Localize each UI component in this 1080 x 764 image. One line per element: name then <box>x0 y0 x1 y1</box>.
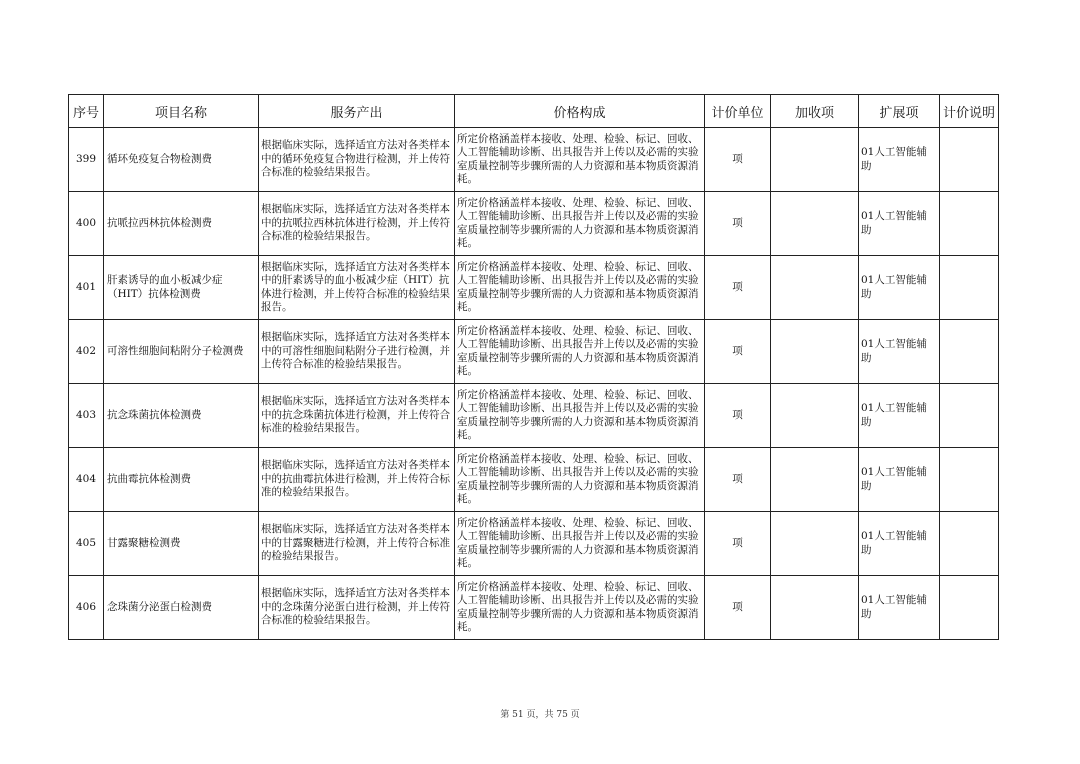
table-row <box>69 256 999 320</box>
row-extension: 01人工智能辅助 <box>859 384 940 448</box>
row-service-output: 根据临床实际，选择适宜方法对各类样本中的抗哌拉西林抗体进行检测，并上传符合标准的检验结果报告。 <box>259 192 455 256</box>
row-pricing-unit: 项 <box>705 128 771 192</box>
table-row <box>69 448 999 512</box>
row-pricing-unit: 项 <box>705 576 771 640</box>
row-seq: 406 <box>69 576 104 640</box>
row-seq: 399 <box>69 128 104 192</box>
row-extension: 01人工智能辅助 <box>859 576 940 640</box>
row-pricing-note <box>940 448 999 512</box>
row-surcharge <box>771 128 859 192</box>
row-extension: 01人工智能辅助 <box>859 192 940 256</box>
table-header <box>69 95 999 128</box>
row-pricing-note <box>940 320 999 384</box>
row-seq: 402 <box>69 320 104 384</box>
table-row <box>69 320 999 384</box>
row-surcharge <box>771 320 859 384</box>
row-price-composition: 所定价格涵盖样本接收、处理、检验、标记、回收、人工智能辅助诊断、出具报告并上传以及必需的实验室质量控制等步骤所需的人力资源和基本物质资源消耗。 <box>455 256 705 320</box>
row-pricing-note <box>940 576 999 640</box>
row-extension: 01人工智能辅助 <box>859 256 940 320</box>
table-row <box>69 192 999 256</box>
row-item-name: 甘露聚糖检测费 <box>104 512 259 576</box>
row-service-output: 根据临床实际，选择适宜方法对各类样本中的抗曲霉抗体进行检测，并上传符合标准的检验结果报告。 <box>259 448 455 512</box>
row-surcharge <box>771 448 859 512</box>
row-seq: 403 <box>69 384 104 448</box>
row-item-name: 肝素诱导的血小板减少症（HIT）抗体检测费 <box>104 256 259 320</box>
header-item-name: 项目名称 <box>104 95 259 128</box>
pricing-table <box>68 94 999 640</box>
table-row <box>69 512 999 576</box>
row-surcharge <box>771 256 859 320</box>
row-item-name: 念珠菌分泌蛋白检测费 <box>104 576 259 640</box>
row-pricing-note <box>940 384 999 448</box>
row-item-name: 抗念珠菌抗体检测费 <box>104 384 259 448</box>
row-item-name: 循环免疫复合物检测费 <box>104 128 259 192</box>
row-pricing-note <box>940 512 999 576</box>
row-item-name: 可溶性细胞间粘附分子检测费 <box>104 320 259 384</box>
row-pricing-unit: 项 <box>705 384 771 448</box>
row-item-name: 抗曲霉抗体检测费 <box>104 448 259 512</box>
row-surcharge <box>771 384 859 448</box>
row-pricing-unit: 项 <box>705 192 771 256</box>
row-item-name: 抗哌拉西林抗体检测费 <box>104 192 259 256</box>
header-price-composition: 价格构成 <box>455 95 705 128</box>
row-pricing-unit: 项 <box>705 448 771 512</box>
row-seq: 404 <box>69 448 104 512</box>
table-row <box>69 384 999 448</box>
row-price-composition: 所定价格涵盖样本接收、处理、检验、标记、回收、人工智能辅助诊断、出具报告并上传以及必需的实验室质量控制等步骤所需的人力资源和基本物质资源消耗。 <box>455 448 705 512</box>
row-seq: 401 <box>69 256 104 320</box>
row-service-output: 根据临床实际，选择适宜方法对各类样本中的甘露聚糖进行检测，并上传符合标准的检验结果报告。 <box>259 512 455 576</box>
row-extension: 01人工智能辅助 <box>859 320 940 384</box>
row-seq: 405 <box>69 512 104 576</box>
row-service-output: 根据临床实际，选择适宜方法对各类样本中的念珠菌分泌蛋白进行检测，并上传符合标准的检验结果报告。 <box>259 576 455 640</box>
row-price-composition: 所定价格涵盖样本接收、处理、检验、标记、回收、人工智能辅助诊断、出具报告并上传以及必需的实验室质量控制等步骤所需的人力资源和基本物质资源消耗。 <box>455 320 705 384</box>
row-surcharge <box>771 512 859 576</box>
row-price-composition: 所定价格涵盖样本接收、处理、检验、标记、回收、人工智能辅助诊断、出具报告并上传以及必需的实验室质量控制等步骤所需的人力资源和基本物质资源消耗。 <box>455 192 705 256</box>
row-price-composition: 所定价格涵盖样本接收、处理、检验、标记、回收、人工智能辅助诊断、出具报告并上传以及必需的实验室质量控制等步骤所需的人力资源和基本物质资源消耗。 <box>455 576 705 640</box>
row-pricing-unit: 项 <box>705 320 771 384</box>
row-service-output: 根据临床实际，选择适宜方法对各类样本中的抗念珠菌抗体进行检测，并上传符合标准的检验结果报告。 <box>259 384 455 448</box>
row-extension: 01人工智能辅助 <box>859 512 940 576</box>
header-surcharge: 加收项 <box>771 95 859 128</box>
row-price-composition: 所定价格涵盖样本接收、处理、检验、标记、回收、人工智能辅助诊断、出具报告并上传以及必需的实验室质量控制等步骤所需的人力资源和基本物质资源消耗。 <box>455 512 705 576</box>
header-service-output: 服务产出 <box>259 95 455 128</box>
header-extension: 扩展项 <box>859 95 940 128</box>
row-service-output: 根据临床实际，选择适宜方法对各类样本中的肝素诱导的血小板减少症（HIT）抗体进行检测，并上传符合标准的检验结果报告。 <box>259 256 455 320</box>
header-seq: 序号 <box>69 95 104 128</box>
table-body <box>69 128 999 640</box>
row-pricing-unit: 项 <box>705 512 771 576</box>
page-number-footer: 第 51 页，共 75 页 <box>500 710 580 720</box>
row-seq: 400 <box>69 192 104 256</box>
row-price-composition: 所定价格涵盖样本接收、处理、检验、标记、回收、人工智能辅助诊断、出具报告并上传以及必需的实验室质量控制等步骤所需的人力资源和基本物质资源消耗。 <box>455 384 705 448</box>
row-service-output: 根据临床实际，选择适宜方法对各类样本中的循环免疫复合物进行检测，并上传符合标准的检验结果报告。 <box>259 128 455 192</box>
row-surcharge <box>771 576 859 640</box>
row-pricing-note <box>940 256 999 320</box>
row-pricing-note <box>940 192 999 256</box>
table-row <box>69 128 999 192</box>
header-row <box>69 95 999 128</box>
table-row <box>69 576 999 640</box>
row-service-output: 根据临床实际，选择适宜方法对各类样本中的可溶性细胞间粘附分子进行检测，并上传符合标准的检验结果报告。 <box>259 320 455 384</box>
row-surcharge <box>771 192 859 256</box>
header-pricing-unit: 计价单位 <box>705 95 771 128</box>
row-extension: 01人工智能辅助 <box>859 448 940 512</box>
header-pricing-note: 计价说明 <box>940 95 999 128</box>
row-pricing-unit: 项 <box>705 256 771 320</box>
row-extension: 01人工智能辅助 <box>859 128 940 192</box>
row-pricing-note <box>940 128 999 192</box>
row-price-composition: 所定价格涵盖样本接收、处理、检验、标记、回收、人工智能辅助诊断、出具报告并上传以及必需的实验室质量控制等步骤所需的人力资源和基本物质资源消耗。 <box>455 128 705 192</box>
